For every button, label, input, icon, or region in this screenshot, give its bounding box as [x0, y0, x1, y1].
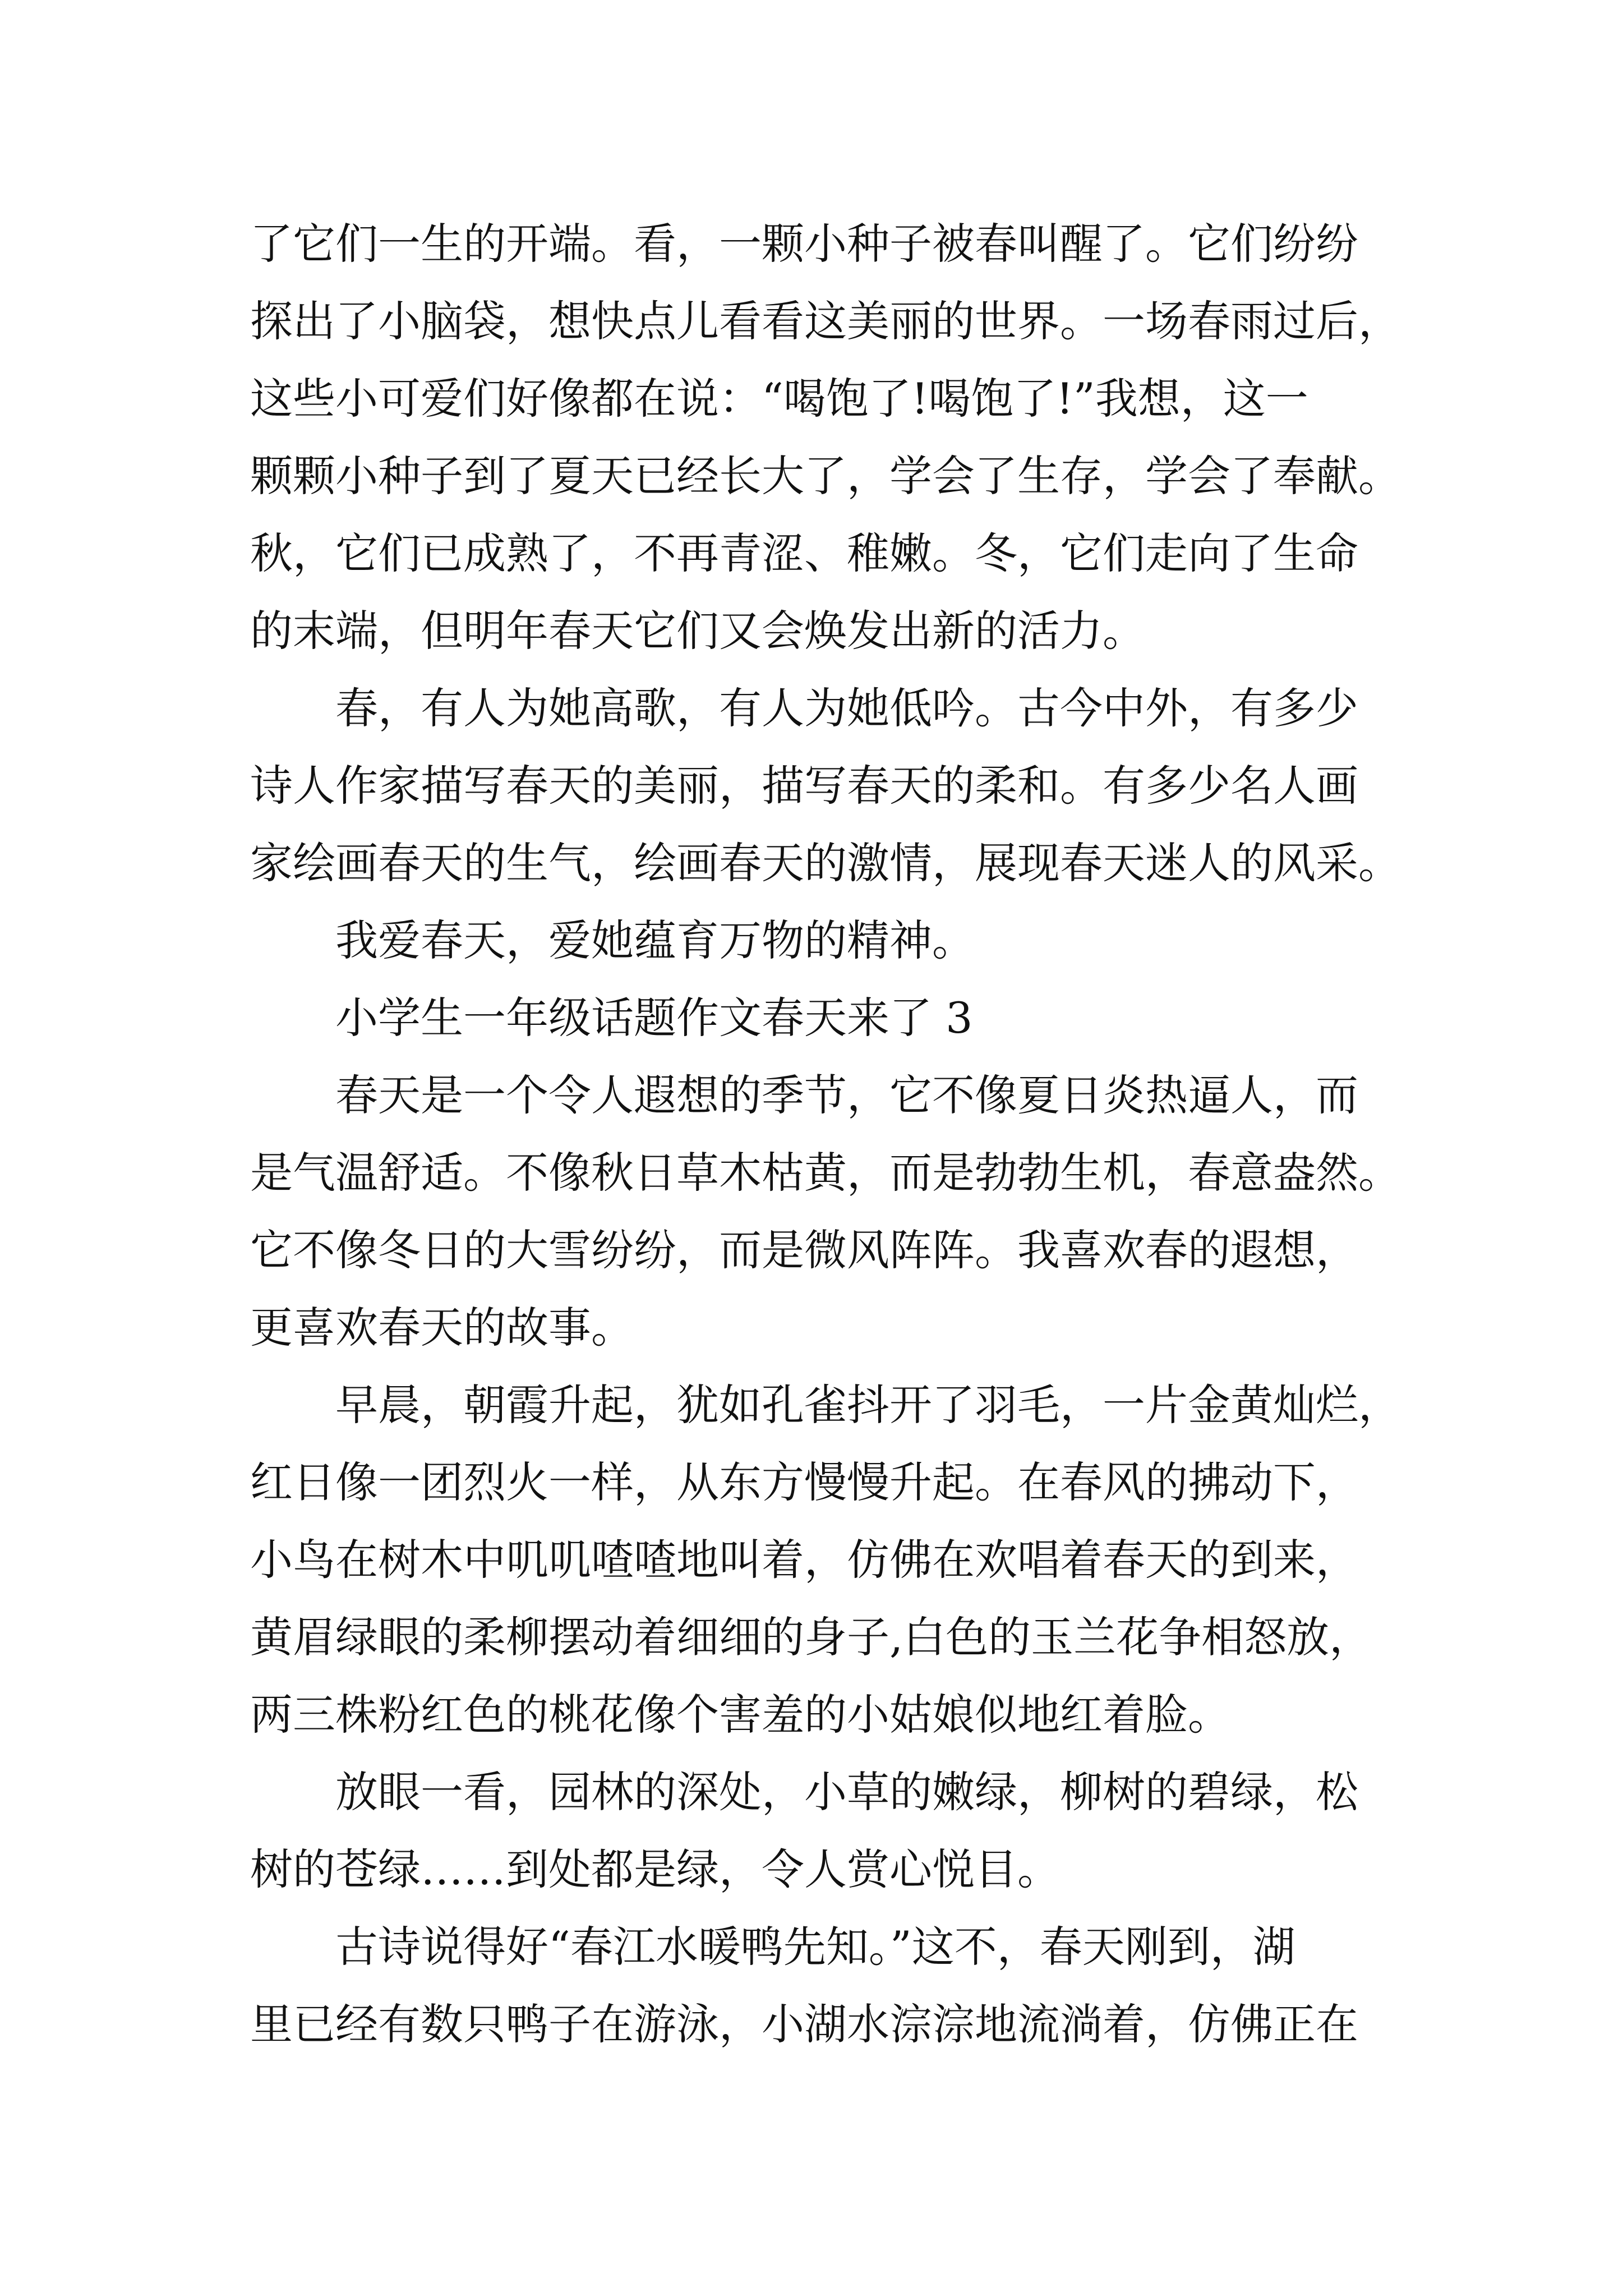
paragraph-first-line: 春，有人为她高歌，有人为她低吟。古今中外，有多少: [335, 683, 1358, 733]
text-line: 了它们一生的开端。看，一颗小种子被春叫醒了。它们纷纷: [250, 219, 1358, 269]
paragraph-first-line: 早晨，朝霞升起，犹如孔雀抖开了羽毛，一片金黄灿烂，: [335, 1380, 1401, 1430]
paragraph-first-line: 古诗说得好“春江水暖鸭先知。”这不，春天刚到，湖: [335, 1922, 1295, 1972]
text-line: 更喜欢春天的故事。: [250, 1303, 634, 1352]
paragraph-first-line: 春天是一个令人遐想的季节，它不像夏日炎热逼人，而: [335, 1070, 1358, 1120]
text-line: 是气温舒适。不像秋日草木枯黄，而是勃勃生机，春意盎然。: [250, 1148, 1401, 1198]
body-text: [250, 205, 1401, 2063]
text-line: 它不像冬日的大雪纷纷，而是微风阵阵。我喜欢春的遐想，: [250, 1225, 1358, 1275]
text-line: 家绘画春天的生气，绘画春天的激情，展现春天迷人的风采。: [250, 838, 1401, 888]
text-line: 诗人作家描写春天的美丽，描写春天的柔和。有多少名人画: [250, 761, 1358, 811]
text-line: 这些小可爱们好像都在说：“喝饱了!喝饱了!”我想，这一: [250, 374, 1308, 424]
text-line: 的末端，但明年春天它们又会焕发出新的活力。: [250, 606, 1145, 656]
section-heading: 小学生一年级话题作文春天来了 3: [335, 993, 973, 1043]
text-line: 颗颗小种子到了夏天已经长大了，学会了生存，学会了奉献。: [250, 451, 1401, 501]
text-line: 树的苍绿……到处都是绿，令人赏心悦目。: [250, 1844, 1060, 1894]
paragraph-first-line: 放眼一看，园林的深处，小草的嫩绿，柳树的碧绿，松: [335, 1767, 1358, 1817]
text-line: 小鸟在树木中叽叽喳喳地叫着，仿佛在欢唱着春天的到来，: [250, 1535, 1358, 1585]
text-line: 探出了小脑袋，想快点儿看看这美丽的世界。一场春雨过后，: [250, 296, 1401, 346]
text-line: 两三株粉红色的桃花像个害羞的小姑娘似地红着脸。: [250, 1690, 1230, 1740]
text-line: 红日像一团烈火一样，从东方慢慢升起。在春风的拂动下，: [250, 1457, 1358, 1507]
text-line: 秋，它们已成熟了，不再青涩、稚嫩。冬，它们走向了生命: [250, 528, 1358, 578]
text-line: 黄眉绿眼的柔柳摆动着细细的身子,白色的玉兰花争相怒放，: [250, 1612, 1372, 1662]
paragraph-first-line: 我爱春天，爱她蕴育万物的精神。: [335, 915, 975, 965]
text-line: 里已经有数只鸭子在游泳，小湖水淙淙地流淌着，仿佛正在: [250, 1999, 1358, 2049]
